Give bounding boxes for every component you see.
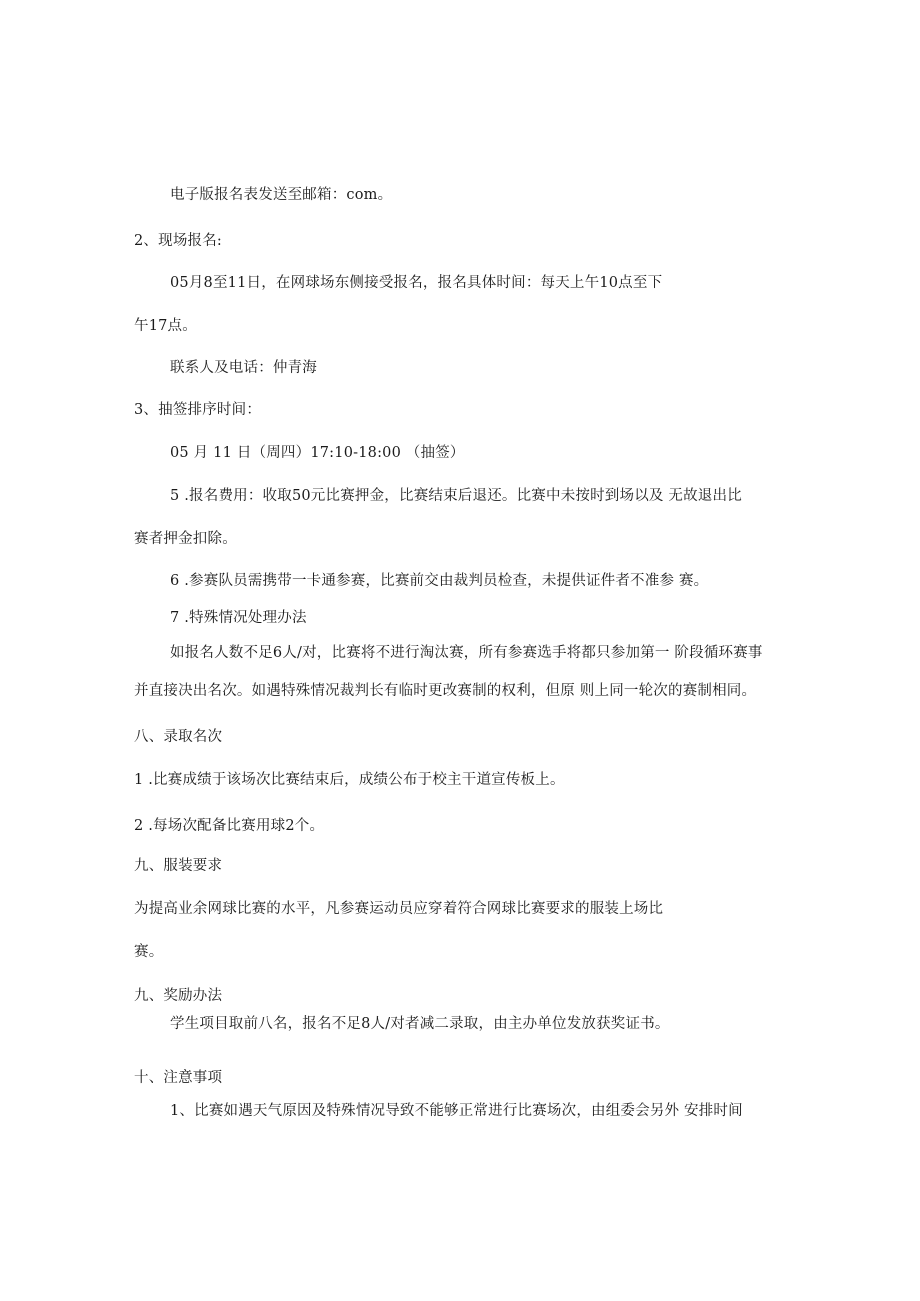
awards-text: 学生项目取前八名，报名不足8人/对者减二录取，由主办单位发放获奖证书。 [170,1016,670,1032]
ranking-item-2: 2 .每场次配备比赛用球2个。 [134,818,325,834]
onsite-registration-text: 05月8至11日，在网球场东侧接受报名，报名具体时间：每天上午10点至下 [170,275,663,291]
email-line: 电子版报名表发送至邮箱：com。 [170,187,393,203]
fee-text: 5 .报名费用：收取50元比赛押金，比赛结束后退还。比赛中未按时到场以及 无故退出比 [170,488,742,504]
dress-code-text: 为提高业余网球比赛的水平，凡参赛运动员应穿着符合网球比赛要求的服装上场比 [134,901,664,917]
draw-time-text: 05 月 11 日（周四）17:10-18:00 （抽签） [170,445,465,461]
contact-line: 联系人及电话：仲青海 [170,360,317,376]
ranking-item-1: 1 .比赛成绩于该场次比赛结束后，成绩公布于校主干道宣传板上。 [134,772,565,788]
special-cases-text-cont: 并直接决出名次。如遇特殊情况裁判长有临时更改赛制的权利，但原 则上同一轮次的赛制相同。 [134,683,757,699]
notes-item-1: 1、比赛如遇天气原因及特殊情况导致不能够正常进行比赛场次，由组委会另外 安排时间 [170,1103,743,1119]
section-notes-heading: 十、注意事项 [134,1070,223,1086]
section-draw-time-heading: 3、抽签排序时间： [134,402,262,418]
dress-code-text-cont: 赛。 [134,944,164,960]
id-card-text: 6 .参赛队员需携带一卡通参赛，比赛前交由裁判员检查，未提供证件者不准参 赛。 [170,573,709,589]
fee-text-cont: 赛者押金扣除。 [134,531,237,547]
section-dress-code-heading: 九、服装要求 [134,858,223,874]
section-onsite-registration-heading: 2、现场报名: [134,233,223,249]
section-awards-heading: 九、奖励办法 [134,988,223,1004]
special-cases-heading: 7 .特殊情况处理办法 [170,610,307,626]
special-cases-text: 如报名人数不足6人/对，比赛将不进行淘汰赛，所有参赛选手将都只参加第一 阶段循环赛事 [170,645,763,661]
onsite-registration-text-cont: 午17点。 [134,318,197,334]
section-ranking-heading: 八、录取名次 [134,729,223,745]
